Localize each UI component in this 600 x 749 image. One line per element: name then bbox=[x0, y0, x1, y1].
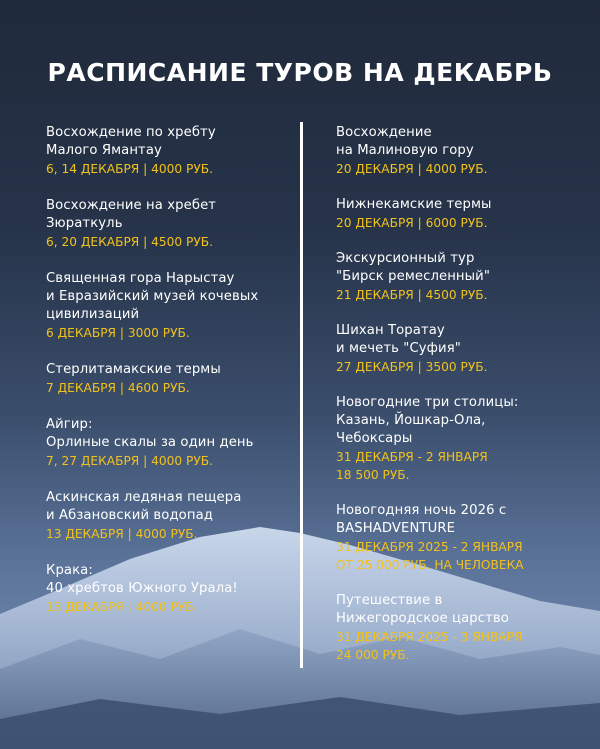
tour-name-line: Священная гора Нарыстау bbox=[46, 271, 235, 286]
page-title: РАСПИСАНИЕ ТУРОВ НА ДЕКАБРЬ bbox=[47, 58, 553, 87]
right-tour-list bbox=[336, 124, 586, 682]
tour-date-price: 6, 20 ДЕКАБРЯ | 4500 РУБ. bbox=[46, 235, 214, 249]
tour-date-price: 20 ДЕКАБРЯ | 4000 РУБ. bbox=[336, 162, 488, 176]
tour-item bbox=[46, 361, 291, 397]
tour-name-line: Стерлитамакские термы bbox=[46, 362, 221, 377]
tour-date-price: 6, 14 ДЕКАБРЯ | 4000 РУБ. bbox=[46, 162, 214, 176]
tour-name-line: Восхождение по хребту bbox=[46, 125, 216, 140]
tour-name-line: Нижегородское царство bbox=[336, 611, 509, 626]
tour-item bbox=[46, 124, 291, 178]
tour-date-price: 21 ДЕКАБРЯ | 4500 РУБ. bbox=[336, 288, 488, 302]
tour-name-line: Восхождение bbox=[336, 125, 432, 140]
tour-name-line: Крака: bbox=[46, 563, 93, 578]
tour-item bbox=[336, 124, 586, 178]
tour-date-price: 7 ДЕКАБРЯ | 4600 РУБ. bbox=[46, 381, 190, 395]
tour-item bbox=[336, 394, 586, 484]
tour-name-line: цивилизаций bbox=[46, 307, 140, 322]
tour-date-price: 20 ДЕКАБРЯ | 6000 РУБ. bbox=[336, 216, 488, 230]
tour-item bbox=[46, 197, 291, 251]
tour-name-line: Нижнекамские термы bbox=[336, 197, 492, 212]
tour-date-price: 6 ДЕКАБРЯ | 3000 РУБ. bbox=[46, 326, 190, 340]
tour-item bbox=[46, 416, 291, 470]
tour-name-line: Новогодняя ночь 2026 с bbox=[336, 503, 507, 518]
tour-date-price: 13 ДЕКАБРЯ | 4000 РУБ. bbox=[46, 527, 198, 541]
tour-name-line: Аскинская ледяная пещера bbox=[46, 490, 242, 505]
tour-item bbox=[46, 562, 291, 616]
tour-name-line: и Евразийский музей кочевых bbox=[46, 289, 259, 304]
tour-name-line: Восхождение на хребет bbox=[46, 198, 217, 213]
tour-date-price: 24 000 РУБ. bbox=[336, 648, 410, 662]
tour-name-line: и Абзановский водопад bbox=[46, 508, 213, 523]
tour-date-price: 31 ДЕКАБРЯ 2025 - 2 ЯНВАРЯ bbox=[336, 540, 523, 554]
tour-item bbox=[336, 250, 586, 304]
tour-name-line: на Малиновую гору bbox=[336, 143, 474, 158]
tour-name-line: BASHADVENTURE bbox=[336, 521, 456, 536]
tour-name-line: Орлиные скалы за один день bbox=[46, 435, 254, 450]
tour-name-line: Путешествие в bbox=[336, 593, 443, 608]
tour-item bbox=[46, 270, 291, 342]
tour-date-price: 18 500 РУБ. bbox=[336, 468, 410, 482]
tour-name-line: "Бирск ремесленный" bbox=[336, 269, 490, 284]
tour-item bbox=[336, 322, 586, 376]
tour-name-line: Казань, Йошкар-Ола, bbox=[336, 413, 486, 428]
column-divider bbox=[300, 122, 303, 668]
tour-name-line: Экскурсионный тур bbox=[336, 251, 475, 266]
tour-name-line: Зюраткуль bbox=[46, 216, 123, 231]
tour-item bbox=[46, 489, 291, 543]
tour-name-line: Чебоксары bbox=[336, 431, 413, 446]
tour-date-price: 13 ДЕКАБРЯ | 4000 РУБ. bbox=[46, 600, 198, 614]
tour-item bbox=[336, 592, 586, 664]
tour-name-line: и мечеть "Суфия" bbox=[336, 341, 461, 356]
tour-date-price: 7, 27 ДЕКАБРЯ | 4000 РУБ. bbox=[46, 454, 214, 468]
tour-name-line: Малого Ямантау bbox=[46, 143, 162, 158]
tour-date-price: 31 ДЕКАБРЯ - 2 ЯНВАРЯ bbox=[336, 450, 488, 464]
tour-date-price: ОТ 25 000 РУБ. НА ЧЕЛОВЕКА bbox=[336, 558, 524, 572]
tour-name-line: Шихан Торатау bbox=[336, 323, 445, 338]
tour-item bbox=[336, 502, 586, 574]
tour-item bbox=[336, 196, 586, 232]
tour-name-line: 40 хребтов Южного Урала! bbox=[46, 581, 238, 596]
tour-name-line: Новогодние три столицы: bbox=[336, 395, 519, 410]
tour-date-price: 27 ДЕКАБРЯ | 3500 РУБ. bbox=[336, 360, 488, 374]
tour-date-price: 31 ДЕКАБРЯ 2025 - 3 ЯНВАРЯ bbox=[336, 630, 523, 644]
left-tour-list bbox=[46, 124, 291, 635]
tour-name-line: Айгир: bbox=[46, 417, 93, 432]
